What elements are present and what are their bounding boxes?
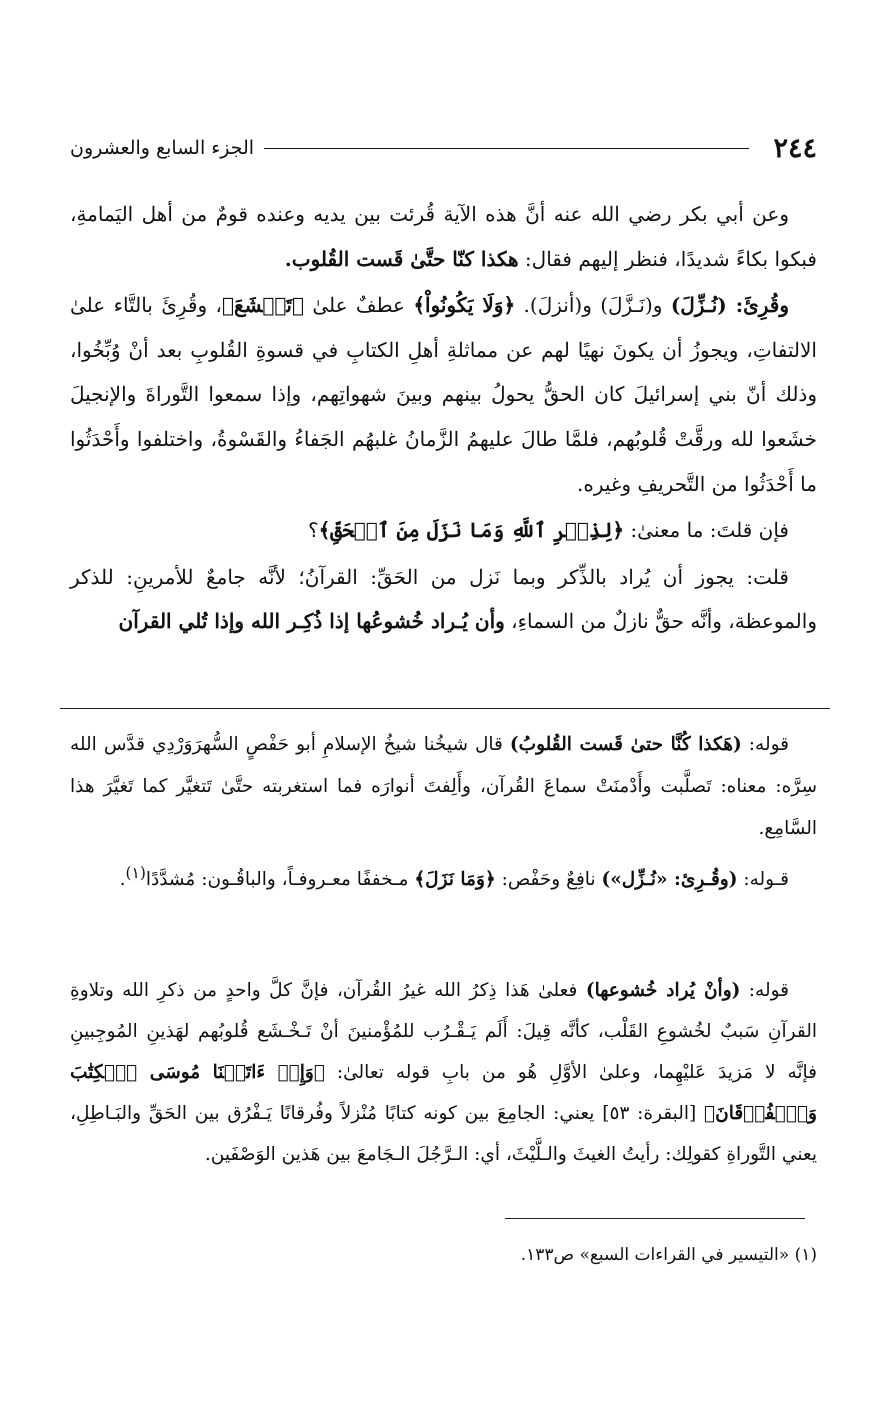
main-paragraph-1: وعن أبي بكر رضي الله عنه أنَّ هذه الآية قُرئت بين يديه وعنده قومٌ من أهل اليَمامةِ، فبكوا بكاءً شديدًا، فنظر إليهم فقال: هكذا كنّا حتَّىٰ قَست القُلوب. xyxy=(70,202,817,271)
lemma: (وقُـرِئ: «نُـزِّل») xyxy=(601,869,738,891)
reading-variant: (نُـزِّلَ) xyxy=(670,293,727,318)
commentary-section-1 xyxy=(70,724,817,903)
quran-quote: ﴿وَإِذۡ ءَاتَيۡنَا مُوسَى ٱلۡكِتَٰبَ وَٱلۡفُرۡقَانَ﴾ xyxy=(70,1062,817,1124)
quran-quote: ﴿لِذِكۡرِ ٱللَّهِ وَمَا نَزَلَ مِنَ ٱلۡحَقِّ﴾ xyxy=(318,518,625,543)
header-rule xyxy=(264,148,749,149)
highlighted-phrase: وأن يُـراد خُشوعُها إذا ذُكِـر الله وإذا تُلي القرآن xyxy=(118,609,505,634)
main-text xyxy=(70,192,817,646)
quoted-saying: هكذا كنّا حتَّىٰ قَست القُلوب. xyxy=(284,246,519,271)
main-paragraph-4: قلت: يجوز أن يُراد بالذِّكر وبما نَزل من الحَقِّ: القرآنُ؛ لأنَّه جامعٌ للأمرينِ: للذكر والموعظة، وأنَّه حقٌّ نازلٌ من السماءِ، وأن يُـراد خُشوعُها إذا ذُكِـر الله وإذا تُلي القرآن xyxy=(70,564,817,634)
commentary-section-2 xyxy=(70,970,817,1177)
footnote xyxy=(70,1240,817,1272)
commentary-paragraph-3: قوله: (وأنْ يُراد خُشوعها) فعلىٰ هَذا ذِكرُ الله غيرُ القُرآن، فإنَّ كلَّ واحدٍ من ذكرِ الله وتلاوةِ القرآنِ سَببٌ لخُشوعِ القَلْب، كأنَّه قِيلَ: أَلَم يَـقْـرُب للمُؤْمنينَ أنْ تَـخْـشَع قُلوبُهم لهَذينِ المُوجِبينِ فإنَّه لا مَزيدَ عَليْهِما، وعلىٰ الأوَّلِ هُو من بابِ قوله تعالىٰ: ﴿وَإِذۡ ءَاتَيۡنَا مُوسَى ٱلۡكِتَٰبَ وَٱلۡفُرۡقَانَ﴾ [البقرة: ٥٣] يعني: الجامِعَ بين كونه كتابًا مُنْزلاً وفُرقانًا يَـفْرُق بين الحَقِّ والبَـاطِلِ، يعني التَّوراةِ كقولِك: رأيتُ الغيثَ والـلَّيْثَ، أي: الـرَّجُلَ الـجَامعَ بين هَذين الوَصْفَين. xyxy=(70,980,817,1165)
running-title: الجزء السابع والعشرون xyxy=(70,137,255,159)
running-header xyxy=(70,128,817,168)
lemma: (وأنْ يُراد خُشوعها) xyxy=(585,980,741,1001)
commentary-paragraph-1: قوله: (هَكذا كُنَّا حتىٰ قَست القُلوبُ) قال شيخُنا شيخُ الإسلامِ أبو حَفْصٍ السُّهرَوَرْدِي قدَّس الله سِرَّه: معناه: تَصلَّبت وأَدْمنَتْ سماعَ القُرآن، وأَلِفتَ أنوارَه فما استغربته حتَّىٰ تَتغيَّر كما تَغيَّرَ هذا السَّامِع. xyxy=(70,734,817,839)
page-number: ٢٤٤ xyxy=(773,132,817,164)
footnote-marker[interactable]: (١) xyxy=(125,864,146,882)
quran-quote: ﴿وَمَا نَزَلَ﴾ xyxy=(414,869,496,891)
lemma: (هَكذا كُنَّا حتىٰ قَست القُلوبُ) xyxy=(509,734,742,755)
main-paragraph-3: فإن قلتَ: ما معنىٰ: ﴿لِذِكۡرِ ٱللَّهِ وَمَا نَزَلَ مِنَ ٱلۡحَقِّ﴾؟ xyxy=(307,518,789,543)
footnote-text: (١) «التيسير في القراءات السبع» ص١٣٣. xyxy=(520,1245,817,1265)
quran-quote: ﴿تَخۡشَعَ﴾ xyxy=(221,293,304,318)
main-paragraph-2: وقُرِئَ: (نُـزِّلَ) و(نَـزَّلَ) و(أنزلَ). ﴿وَلَا يَكُونُواْ﴾ عطفٌ علىٰ ﴿تَخۡشَعَ﴾، وقُرِئَ بالتَّاء علىٰ الالتفاتِ، ويجوزُ أن يكونَ نهيًا لهم عن مماثلةِ أهلِ الكتابِ في قسوةِ القُلوبِ بعد أنْ وُبِّخُوا، وذلك أنّ بني إسرائيلَ كان الحقُّ يحولُ بينهم وبينَ شهواتِهم، وإذا سمعوا التَّوراةَ والإنجيلَ خشَعوا لله ورقَّتْ قُلوبُهم، فلمَّا طالَ عليهمُ الزَّمانُ غلبهُم الجَفاءُ والقَسْوةُ، واختلفوا وأَحْدَثُوا ما أَحْدَثُوا من التَّحريفِ وغيره. xyxy=(70,293,817,496)
commentary-divider xyxy=(60,708,830,709)
quran-quote: ﴿وَلَا يَكُونُواْ﴾ xyxy=(413,293,516,318)
footnote-divider xyxy=(505,1218,805,1219)
commentary-paragraph-2: قـوله: (وقُـرِئ: «نُـزِّل») نافِعٌ وحَفْص: ﴿وَمَا نَزَلَ﴾ مـخففًا معـروفـاً، والباقُـون: مُشدَّدًا$^{(١)}$. xyxy=(119,864,789,891)
